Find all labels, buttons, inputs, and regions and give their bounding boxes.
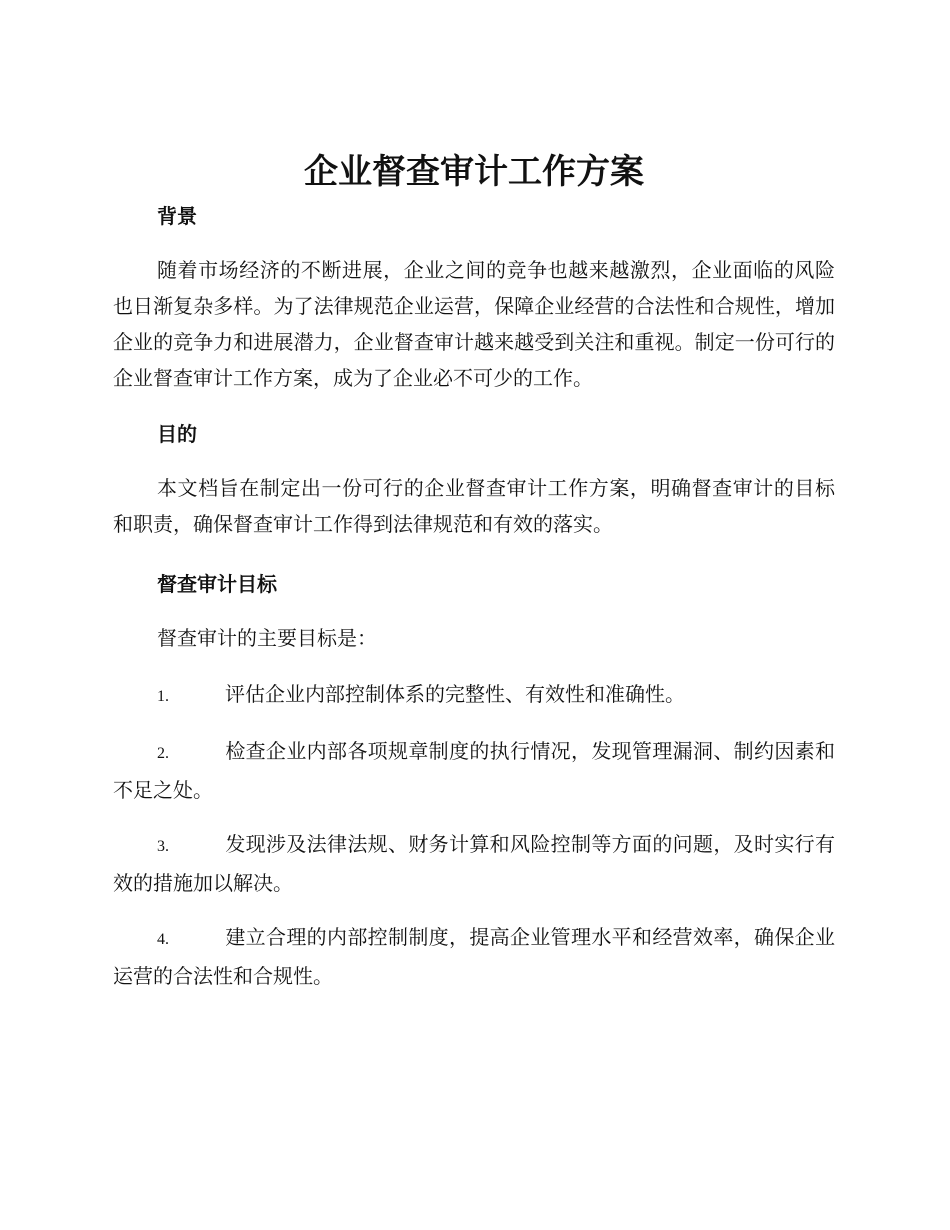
list-item: [113, 919, 835, 994]
list-item-text: 评估企业内部控制体系的完整性、有效性和准确性。: [225, 682, 685, 706]
list-item-number: 1.: [157, 688, 169, 705]
document-content: [113, 148, 835, 994]
list-item-number: 3.: [157, 838, 169, 855]
list-item: [113, 676, 835, 715]
section-heading-goals: 督查审计目标: [157, 572, 277, 596]
list-item-text: 发现涉及法律法规、财务计算和风险控制等方面的问题，及时实行有效的措施加以解决。: [113, 832, 835, 895]
list-item: [113, 733, 835, 808]
list-item-text: 检查企业内部各项规章制度的执行情况，发现管理漏洞、制约因素和不足之处。: [113, 739, 835, 802]
section-heading-purpose: 目的: [157, 422, 197, 446]
document-title: 企业督查审计工作方案: [304, 152, 644, 192]
section-heading-background: 背景: [157, 204, 197, 228]
list-item-text: 建立合理的内部控制制度，提高企业管理水平和经营效率，确保企业运营的合法性和合规性。: [113, 925, 835, 988]
list-item: [113, 826, 835, 901]
list-item-number: 4.: [157, 931, 169, 948]
purpose-paragraph: 本文档旨在制定出一份可行的企业督查审计工作方案，明确督查审计的目标和职责，确保督查审计工作得到法律规范和有效的落实。: [113, 476, 835, 536]
list-item-number: 2.: [157, 745, 169, 762]
goals-intro-paragraph: 督查审计的主要目标是：: [157, 626, 377, 650]
background-paragraph: 随着市场经济的不断进展，企业之间的竞争也越来越激烈，企业面临的风险也日渐复杂多样。为了法律规范企业运营，保障企业经营的合法性和合规性，增加企业的竞争力和进展潜力，企业督查审计越来越受到关注和重视。制定一份可行的企业督查审计工作方案，成为了企业必不可少的工作。: [113, 258, 835, 390]
